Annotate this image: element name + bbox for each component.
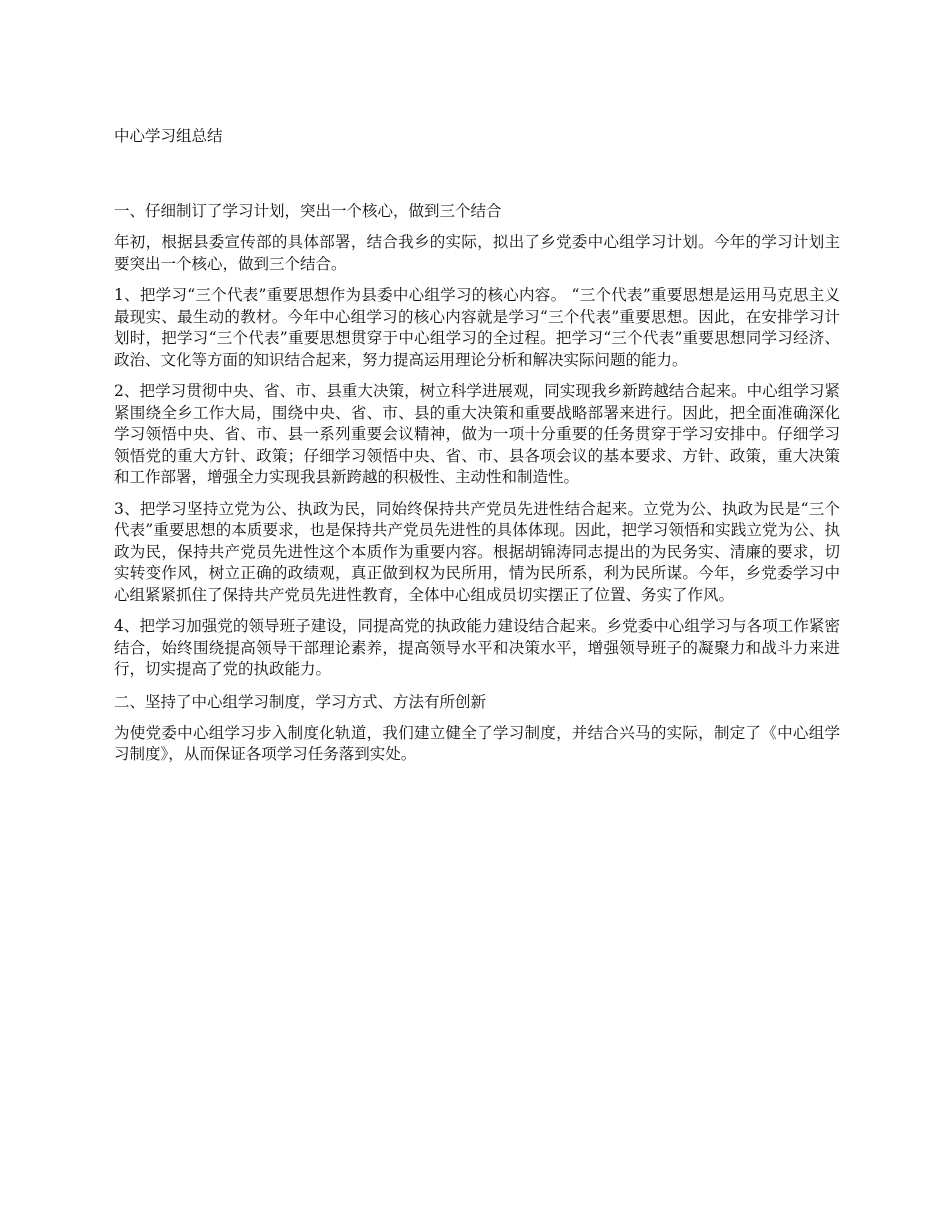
section-2-paragraph-1: 为使党委中心组学习步入制度化轨道，我们建立健全了学习制度，并结合兴马的实际，制定了《中心组学习制度》，从而保证各项学习任务落到实处。	[114, 723, 840, 763]
section-1-item-2: 2、把学习贯彻中央、省、市、县重大决策，树立科学进展观，同实现我乡新跨越结合起来。中心组学习紧紧围绕全乡工作大局，围绕中央、省、市、县的重大决策和重要战略部署来进行。因此，把全面准确深化学习领悟中央、省、市、县一系列重要会议精神，做为一项十分重要的任务贯穿于学习安排中。仔细学习领悟党的重大方针、政策；仔细学习领悟中央、省、市、县各项会议的基本要求、方针、政策，重大决策和工作部署，增强全力实现我县新跨越的积极性、主动性和制造性。	[114, 382, 840, 486]
section-1-heading: 一、仔细制订了学习计划，突出一个核心，做到三个结合	[114, 202, 502, 220]
document-title: 中心学习组总结	[114, 127, 223, 145]
document-body	[114, 124, 840, 776]
section-1-item-3: 3、把学习坚持立党为公、执政为民，同始终保持共产党员先进性结合起来。立党为公、执政为民是“三个代表”重要思想的本质要求，也是保持共产党员先进性的具体体现。因此，把学习领悟和实践立党为公、执政为民，保持共产党员先进性这个本质作为重要内容。根据胡锦涛同志提出的为民务实、清廉的要求，切实转变作风，树立正确的政绩观，真正做到权为民所用，情为民所系，利为民所谋。今年，乡党委学习中心组紧紧抓住了保持共产党员先进性教育，全体中心组成员切实摆正了位置、务实了作风。	[114, 499, 840, 604]
section-2-heading: 二、坚持了中心组学习制度，学习方式、方法有所创新	[114, 692, 487, 711]
section-1-intro: 年初，根据县委宣传部的具体部署，结合我乡的实际，拟出了乡党委中心组学习计划。今年的学习计划主要突出一个核心，做到三个结合。	[114, 233, 840, 273]
section-1-item-1: 1、把学习“三个代表”重要思想作为县委中心组学习的核心内容。 “三个代表”重要思想是运用马克思主义最现实、最生动的教材。今年中心组学习的核心内容就是学习“三个代表”重要思想。因此，在安排学习计划时，把学习“三个代表”重要思想贯穿于中心组学习的全过程。把学习“三个代表”重要思想同学习经济、政治、文化等方面的知识结合起来，努力提高运用理论分析和解决实际问题的能力。	[114, 286, 840, 369]
section-1-item-4: 4、把学习加强党的领导班子建设，同提高党的执政能力建设结合起来。乡党委中心组学习与各项工作紧密结合，始终围绕提高领导干部理论素养，提高领导水平和决策水平，增强领导班子的凝聚力和战斗力来进行，切实提高了党的执政能力。	[114, 617, 840, 678]
